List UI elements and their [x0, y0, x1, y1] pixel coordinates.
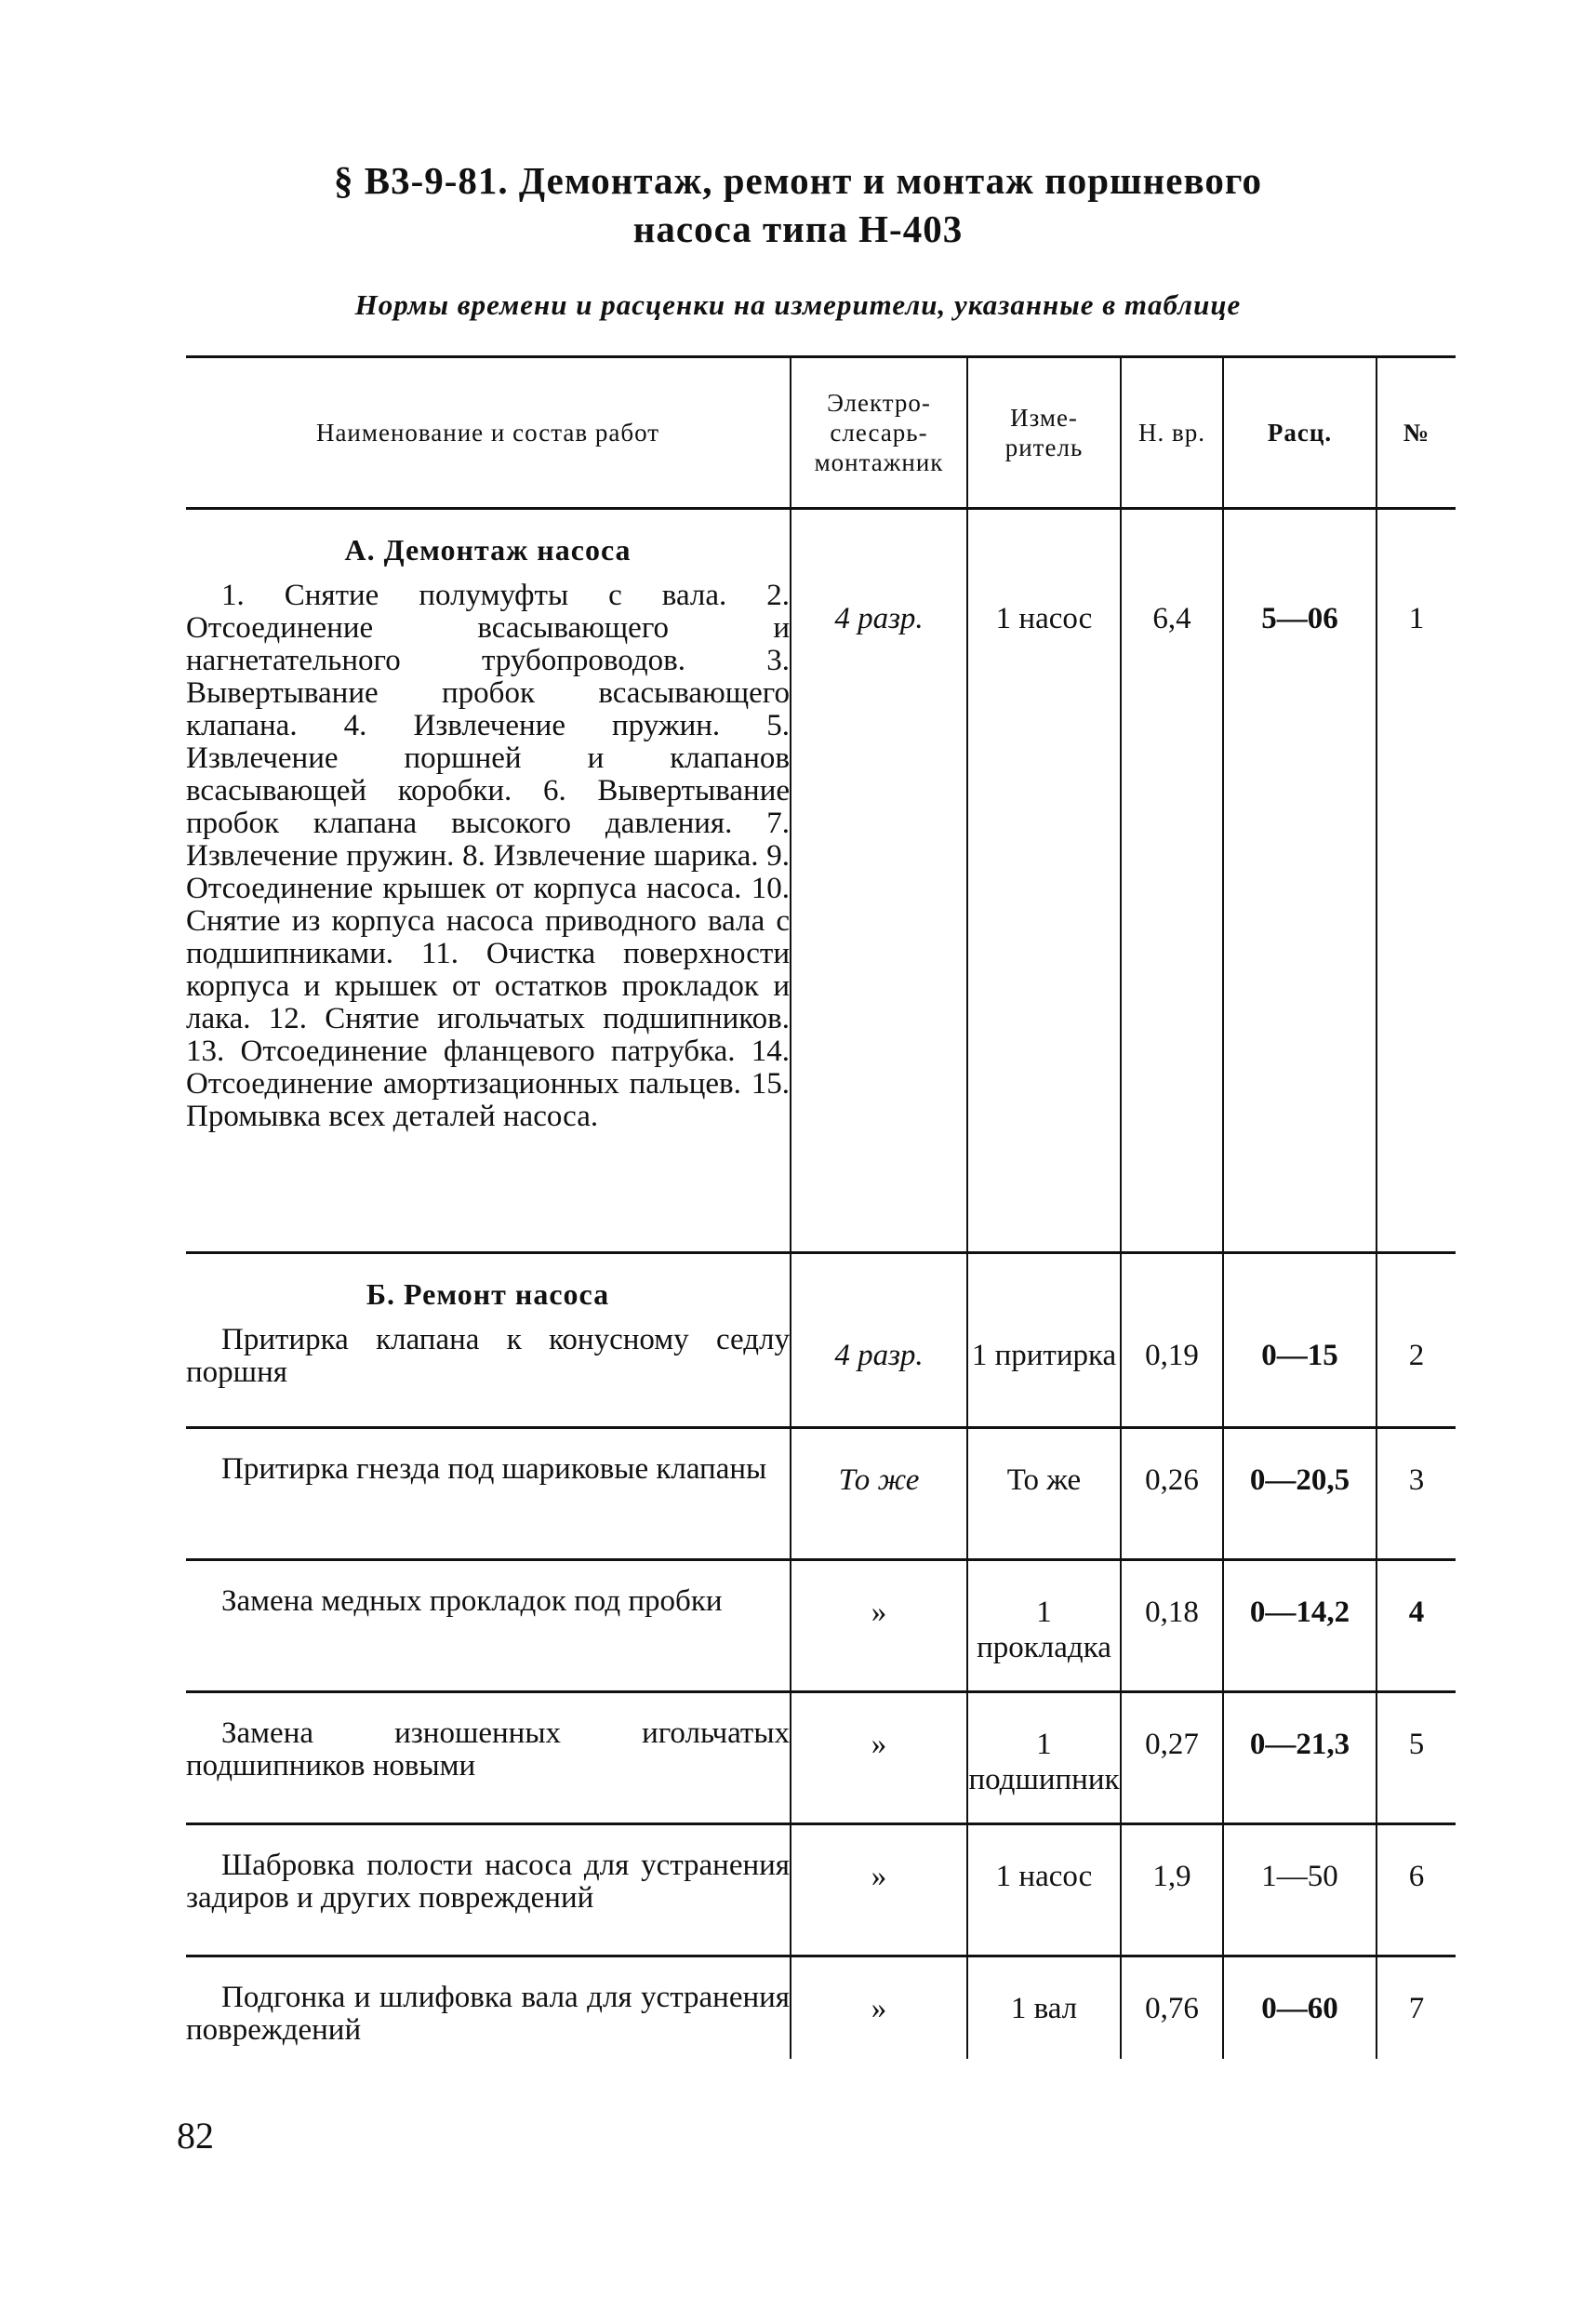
worker-cell: » [791, 1560, 967, 1692]
table-row [186, 1692, 1456, 1824]
worker-cell: То же [791, 1428, 967, 1560]
work-cell [186, 1824, 791, 1956]
header-worker [791, 357, 967, 509]
norm-cell: 1,9 [1121, 1824, 1223, 1956]
title-line-2: насоса типа Н-403 [632, 207, 964, 250]
table-row [186, 509, 1456, 1253]
unit-cell: 1 вал [967, 1956, 1121, 2059]
price-cell: 0—60 [1223, 1956, 1377, 2059]
work-description: Подгонка и шлифовка вала для устранения повреждений [186, 1981, 790, 2047]
norm-cell: 0,76 [1121, 1956, 1223, 2059]
table-row [186, 1560, 1456, 1692]
header-norm: Н. вр. [1121, 357, 1223, 509]
num-cell: 4 [1377, 1560, 1456, 1692]
section-heading-a: А. Демонтаж насоса [344, 533, 632, 567]
work-description: 1. Снятие полумуфты с вала. 2. Отсоединение всасывающего и нагнетательного трубопроводов. 3. Вывертывание пробок всасывающего клапана. 4. Извлечение пружин. 5. Извлечение поршней и клапанов всасывающей коробки. 6. Вывертывание пробок клапана высокого давления. 7. Извлечение пружин. 8. Извлечение шарика. 9. Отсоединение крышек от корпуса насоса. 10. Снятие из корпуса насоса приводного вала с подшипниками. 11. Очистка поверхности корпуса и крышек от остатков прокладок и лака. 12. Снятие игольчатых подшипников. 13. Отсоединение фланцевого патрубка. 14. Отсоединение амортизационных пальцев. 15. Промывка всех деталей насоса. [186, 579, 790, 1133]
price-cell: 1—50 [1223, 1824, 1377, 1956]
work-cell [186, 509, 791, 1253]
worker-cell: » [791, 1824, 967, 1956]
norm-cell: 0,27 [1121, 1692, 1223, 1824]
work-description: Замена медных прокладок под пробки [221, 1584, 723, 1618]
work-description: Притирка гнезда под шариковые клапаны [221, 1452, 767, 1486]
norm-cell: 0,19 [1121, 1253, 1223, 1428]
page-number: 82 [177, 2115, 214, 2156]
num-cell: 6 [1377, 1824, 1456, 1956]
work-cell [186, 1956, 791, 2059]
price-cell: 0—20,5 [1223, 1428, 1377, 1560]
num-cell: 5 [1377, 1692, 1456, 1824]
num-cell: 2 [1377, 1253, 1456, 1428]
worker-cell: » [791, 1956, 967, 2059]
table-header-row [186, 357, 1456, 509]
worker-cell: 4 разр. [791, 1253, 967, 1428]
header-unit-text: Изме- ритель [1004, 404, 1084, 461]
work-description: Замена изношенных игольчатых подшипников новыми [186, 1716, 790, 1783]
header-unit [967, 357, 1121, 509]
work-cell [186, 1560, 791, 1692]
header-num: № [1377, 357, 1456, 509]
price-cell: 0—15 [1223, 1253, 1377, 1428]
table-row [186, 1956, 1456, 2059]
table-subtitle: Нормы времени и расценки на измерители, указанные в таблице [354, 288, 1242, 321]
unit-cell: 1 подшипник [967, 1692, 1121, 1824]
norms-table [186, 355, 1456, 2059]
num-cell: 3 [1377, 1428, 1456, 1560]
work-description: Шабровка полости насоса для устранения задиров и других повреждений [186, 1849, 790, 1915]
worker-cell: » [791, 1692, 967, 1824]
num-cell: 7 [1377, 1956, 1456, 2059]
table-row [186, 1253, 1456, 1428]
price-cell: 5—06 [1223, 509, 1377, 1253]
norm-cell: 0,18 [1121, 1560, 1223, 1692]
work-cell [186, 1428, 791, 1560]
table-row [186, 1824, 1456, 1956]
norm-cell: 0,26 [1121, 1428, 1223, 1560]
header-price: Расц. [1223, 357, 1377, 509]
work-cell [186, 1692, 791, 1824]
title-line-1: § В3-9-81. Демонтаж, ремонт и монтаж поршневого [334, 159, 1262, 202]
header-worker-text: Электро- слесарь- монтажник [814, 389, 944, 476]
header-work: Наименование и состав работ [186, 357, 791, 509]
unit-cell: 1 насос [967, 509, 1121, 1253]
price-cell: 0—14,2 [1223, 1560, 1377, 1692]
worker-cell: 4 разр. [791, 509, 967, 1253]
document-title [0, 156, 1596, 253]
unit-cell: 1 притирка [967, 1253, 1121, 1428]
section-heading-b: Б. Ремонт насоса [366, 1277, 610, 1311]
unit-cell: 1 насос [967, 1824, 1121, 1956]
work-description: Притирка клапана к конусному седлу поршня [186, 1323, 790, 1389]
norm-cell: 6,4 [1121, 509, 1223, 1253]
table-row [186, 1428, 1456, 1560]
price-cell: 0—21,3 [1223, 1692, 1377, 1824]
unit-cell: То же [967, 1428, 1121, 1560]
num-cell: 1 [1377, 509, 1456, 1253]
work-cell [186, 1253, 791, 1428]
unit-cell: 1 прокладка [967, 1560, 1121, 1692]
